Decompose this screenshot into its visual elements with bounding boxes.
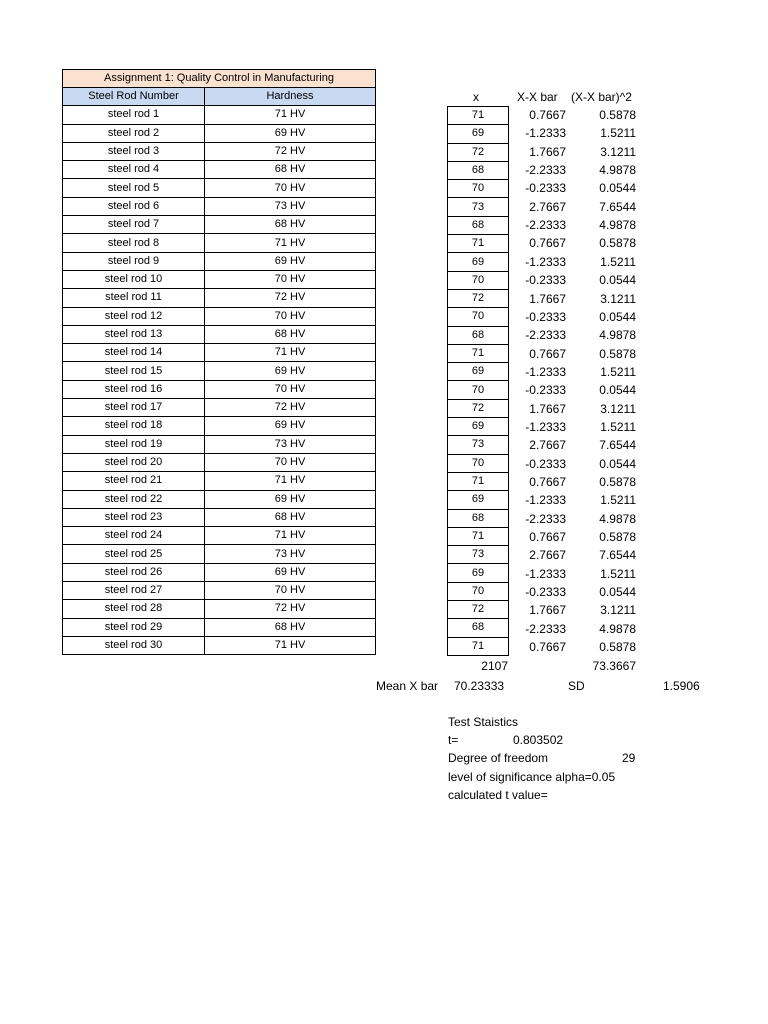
rod-cell: steel rod 24 <box>63 527 205 545</box>
diff-cell: -2.2333 <box>525 621 566 636</box>
diff-cell: 0.7667 <box>529 108 566 122</box>
x-cell: 69 <box>448 363 509 381</box>
table-row <box>63 490 376 508</box>
diff-cell: 0.7667 <box>529 640 566 655</box>
sq-cell: 1.5211 <box>600 566 636 581</box>
diff-cell: 1.7667 <box>529 291 566 306</box>
x-row <box>448 198 509 216</box>
rod-cell: steel rod 7 <box>63 216 205 234</box>
hardness-cell: 69 HV <box>205 490 376 508</box>
rod-cell: steel rod 8 <box>63 234 205 252</box>
hardness-cell: 71 HV <box>205 636 376 654</box>
x-row <box>448 582 509 600</box>
header-rod: Steel Rod Number <box>63 88 205 106</box>
x-row <box>448 601 509 619</box>
diff-cell: -2.2333 <box>525 328 566 343</box>
header-hardness: Hardness <box>205 88 376 106</box>
x-row <box>448 271 509 289</box>
x-cell: 68 <box>448 216 509 234</box>
hardness-cell: 70 HV <box>205 179 376 197</box>
diff-cell: -2.2333 <box>525 163 566 178</box>
x-cell: 72 <box>448 289 509 307</box>
rod-cell: steel rod 9 <box>63 252 205 270</box>
x-row <box>448 381 509 399</box>
x-row <box>448 180 509 198</box>
sq-cell: 0.0544 <box>599 181 636 196</box>
df-label: Degree of freedom <box>448 751 549 765</box>
table-row <box>63 307 376 325</box>
sq-cell: 1.5211 <box>600 493 636 508</box>
hardness-cell: 68 HV <box>205 161 376 179</box>
rod-cell: steel rod 28 <box>63 600 205 618</box>
table-row <box>63 234 376 252</box>
diff-cell: 1.7667 <box>529 401 566 416</box>
hardness-table <box>62 69 376 655</box>
sq-cell: 3.1211 <box>600 603 636 618</box>
x-row <box>448 363 509 381</box>
x-cell: 70 <box>448 271 509 289</box>
diff-cell: -2.2333 <box>525 218 566 233</box>
table-row <box>63 325 376 343</box>
x-cell: 71 <box>448 235 509 253</box>
sq-cell: 0.0544 <box>599 585 636 600</box>
x-row <box>448 344 509 362</box>
x-row <box>448 454 509 472</box>
hardness-cell: 68 HV <box>205 216 376 234</box>
diff-cell: 2.7667 <box>529 199 566 214</box>
x-cell: 68 <box>448 509 509 527</box>
table-row <box>63 453 376 471</box>
hardness-cell: 71 HV <box>205 472 376 490</box>
diff-cell: -0.2333 <box>525 383 566 398</box>
table-row <box>63 197 376 215</box>
test-heading: Test Staistics <box>448 715 519 729</box>
x-row <box>448 399 509 417</box>
x-row <box>448 107 509 125</box>
diff-cell: -1.2333 <box>525 126 566 141</box>
x-row <box>448 418 509 436</box>
x-row <box>448 637 509 655</box>
t-value: 0.803502 <box>513 733 564 747</box>
x-row <box>448 509 509 527</box>
x-cell: 70 <box>448 381 509 399</box>
rod-cell: steel rod 13 <box>63 325 205 343</box>
sd-value: 1.5906 <box>663 679 700 693</box>
diff-cell: 0.7667 <box>529 475 566 489</box>
sq-cell: 0.5878 <box>599 346 636 361</box>
table-row <box>63 399 376 417</box>
sum-sq: 73.3667 <box>592 659 636 673</box>
table-row <box>63 380 376 398</box>
sq-cell: 4.9878 <box>599 163 636 178</box>
x-row <box>448 308 509 326</box>
sq-cell: 4.9878 <box>599 621 636 636</box>
diff-cell: -2.2333 <box>525 511 566 526</box>
df-value: 29 <box>622 751 636 765</box>
x-cell: 70 <box>448 454 509 472</box>
diff-cell: -0.2333 <box>525 309 566 324</box>
x-cell: 68 <box>448 161 509 179</box>
rod-cell: steel rod 27 <box>63 582 205 600</box>
x-row <box>448 253 509 271</box>
table-title-row <box>63 70 376 88</box>
table-row <box>63 563 376 581</box>
diff-cell: 2.7667 <box>529 438 566 453</box>
rod-cell: steel rod 20 <box>63 453 205 471</box>
hardness-cell: 69 HV <box>205 563 376 581</box>
rod-cell: steel rod 17 <box>63 399 205 417</box>
rod-cell: steel rod 1 <box>63 106 205 124</box>
calc-label: calculated t value= <box>448 788 548 802</box>
diff-cell: -0.2333 <box>525 585 566 600</box>
hardness-cell: 71 HV <box>205 527 376 545</box>
diff-cell: -1.2333 <box>525 566 566 581</box>
hardness-cell: 69 HV <box>205 252 376 270</box>
hardness-cell: 68 HV <box>205 325 376 343</box>
x-cell: 71 <box>448 107 509 125</box>
diff-cell: -1.2333 <box>525 419 566 434</box>
sq-cell: 0.0544 <box>599 456 636 471</box>
rod-cell: steel rod 3 <box>63 142 205 160</box>
x-cell: 69 <box>448 418 509 436</box>
hardness-cell: 68 HV <box>205 618 376 636</box>
rod-cell: steel rod 14 <box>63 344 205 362</box>
header-x: x <box>473 90 479 104</box>
x-row <box>448 143 509 161</box>
diff-cell: -0.2333 <box>525 456 566 471</box>
table-row <box>63 508 376 526</box>
diff-cell: 2.7667 <box>529 548 566 563</box>
table-row <box>63 618 376 636</box>
hardness-cell: 73 HV <box>205 197 376 215</box>
table-row <box>63 179 376 197</box>
diff-cell: 0.7667 <box>529 346 566 361</box>
table-row <box>63 582 376 600</box>
alpha-label: level of significance alpha=0.05 <box>448 770 616 784</box>
x-column-table <box>447 106 509 656</box>
x-row <box>448 619 509 637</box>
x-cell: 69 <box>448 564 509 582</box>
rod-cell: steel rod 29 <box>63 618 205 636</box>
table-row <box>63 344 376 362</box>
rod-cell: steel rod 21 <box>63 472 205 490</box>
sq-cell: 4.9878 <box>599 511 636 526</box>
x-row <box>448 546 509 564</box>
table-row <box>63 527 376 545</box>
hardness-cell: 71 HV <box>205 234 376 252</box>
hardness-cell: 70 HV <box>205 380 376 398</box>
table-row <box>63 142 376 160</box>
table-row <box>63 252 376 270</box>
x-cell: 68 <box>448 619 509 637</box>
mean-label: Mean X bar <box>376 679 439 693</box>
x-cell: 72 <box>448 601 509 619</box>
x-row <box>448 472 509 490</box>
hardness-cell: 72 HV <box>205 399 376 417</box>
rod-cell: steel rod 2 <box>63 124 205 142</box>
diff-cell: 0.7667 <box>529 530 566 545</box>
rod-cell: steel rod 15 <box>63 362 205 380</box>
table-row <box>63 161 376 179</box>
sq-cell: 1.5211 <box>600 419 636 434</box>
x-cell: 69 <box>448 491 509 509</box>
rod-cell: steel rod 22 <box>63 490 205 508</box>
hardness-cell: 72 HV <box>205 600 376 618</box>
sq-cell: 3.1211 <box>600 291 636 306</box>
diff-cell: -1.2333 <box>525 493 566 508</box>
sd-label: SD <box>568 679 585 693</box>
x-cell: 72 <box>448 143 509 161</box>
hardness-cell: 71 HV <box>205 344 376 362</box>
x-row <box>448 216 509 234</box>
x-cell: 70 <box>448 308 509 326</box>
rod-cell: steel rod 18 <box>63 417 205 435</box>
x-cell: 72 <box>448 399 509 417</box>
table-row <box>63 435 376 453</box>
hardness-cell: 72 HV <box>205 289 376 307</box>
diff-cell: -1.2333 <box>525 364 566 379</box>
sq-cell: 7.6544 <box>599 548 636 563</box>
x-row <box>448 491 509 509</box>
sq-cell: 1.5211 <box>600 126 636 141</box>
sq-cell: 0.0544 <box>599 273 636 288</box>
rod-cell: steel rod 23 <box>63 508 205 526</box>
rod-cell: steel rod 10 <box>63 270 205 288</box>
table-row <box>63 472 376 490</box>
table-title: Assignment 1: Quality Control in Manufacturing <box>63 70 376 88</box>
sq-cell: 1.5211 <box>600 254 636 269</box>
hardness-cell: 70 HV <box>205 270 376 288</box>
rod-cell: steel rod 5 <box>63 179 205 197</box>
hardness-cell: 70 HV <box>205 307 376 325</box>
table-row <box>63 216 376 234</box>
x-row <box>448 436 509 454</box>
mean-value: 70.23333 <box>454 679 505 693</box>
x-row <box>448 235 509 253</box>
x-row <box>448 161 509 179</box>
table-row <box>63 417 376 435</box>
sq-cell: 4.9878 <box>599 328 636 343</box>
sq-cell: 3.1211 <box>600 144 636 159</box>
header-diff: X-X bar <box>517 90 558 104</box>
x-row <box>448 125 509 143</box>
table-row <box>63 600 376 618</box>
rod-cell: steel rod 11 <box>63 289 205 307</box>
rod-cell: steel rod 16 <box>63 380 205 398</box>
rod-cell: steel rod 30 <box>63 636 205 654</box>
diff-cell: 0.7667 <box>529 236 566 251</box>
x-row <box>448 527 509 545</box>
hardness-cell: 71 HV <box>205 106 376 124</box>
sum-x: 2107 <box>481 659 508 673</box>
table-row <box>63 636 376 654</box>
x-cell: 69 <box>448 125 509 143</box>
x-row <box>448 326 509 344</box>
x-cell: 69 <box>448 253 509 271</box>
sq-cell: 3.1211 <box>600 401 636 416</box>
t-label: t= <box>448 733 459 747</box>
x-cell: 73 <box>448 436 509 454</box>
table-row <box>63 362 376 380</box>
sq-cell: 4.9878 <box>599 218 636 233</box>
x-row <box>448 564 509 582</box>
diff-cell: 1.7667 <box>529 144 566 159</box>
x-cell: 71 <box>448 527 509 545</box>
table-row <box>63 545 376 563</box>
sq-cell: 0.5878 <box>599 475 636 489</box>
rod-cell: steel rod 12 <box>63 307 205 325</box>
table-header-row <box>63 88 376 106</box>
rod-cell: steel rod 25 <box>63 545 205 563</box>
diff-cell: -0.2333 <box>525 181 566 196</box>
table-row <box>63 124 376 142</box>
diff-cell: 1.7667 <box>529 603 566 618</box>
sq-cell: 0.0544 <box>599 383 636 398</box>
header-sq: (X-X bar)^2 <box>571 90 632 104</box>
hardness-cell: 68 HV <box>205 508 376 526</box>
table-row <box>63 270 376 288</box>
sq-cell: 1.5211 <box>600 364 636 379</box>
hardness-cell: 70 HV <box>205 453 376 471</box>
hardness-cell: 72 HV <box>205 142 376 160</box>
x-cell: 68 <box>448 326 509 344</box>
x-cell: 73 <box>448 546 509 564</box>
sq-cell: 0.5878 <box>599 108 636 122</box>
sq-cell: 0.5878 <box>599 640 636 655</box>
x-cell: 71 <box>448 344 509 362</box>
hardness-cell: 73 HV <box>205 435 376 453</box>
hardness-cell: 69 HV <box>205 417 376 435</box>
x-cell: 73 <box>448 198 509 216</box>
sq-cell: 0.5878 <box>599 236 636 251</box>
sq-cell: 0.5878 <box>599 530 636 545</box>
hardness-cell: 69 HV <box>205 124 376 142</box>
rod-cell: steel rod 6 <box>63 197 205 215</box>
sq-cell: 0.0544 <box>599 309 636 324</box>
diff-cell: -0.2333 <box>525 273 566 288</box>
x-cell: 70 <box>448 180 509 198</box>
x-row <box>448 289 509 307</box>
table-row <box>63 289 376 307</box>
rod-cell: steel rod 4 <box>63 161 205 179</box>
rod-cell: steel rod 19 <box>63 435 205 453</box>
x-cell: 71 <box>448 472 509 490</box>
x-cell: 71 <box>448 637 509 655</box>
table-row <box>63 106 376 124</box>
hardness-cell: 69 HV <box>205 362 376 380</box>
hardness-cell: 70 HV <box>205 582 376 600</box>
rod-cell: steel rod 26 <box>63 563 205 581</box>
hardness-cell: 73 HV <box>205 545 376 563</box>
diff-cell: -1.2333 <box>525 254 566 269</box>
sq-cell: 7.6544 <box>599 199 636 214</box>
x-cell: 70 <box>448 582 509 600</box>
sq-cell: 7.6544 <box>599 438 636 453</box>
